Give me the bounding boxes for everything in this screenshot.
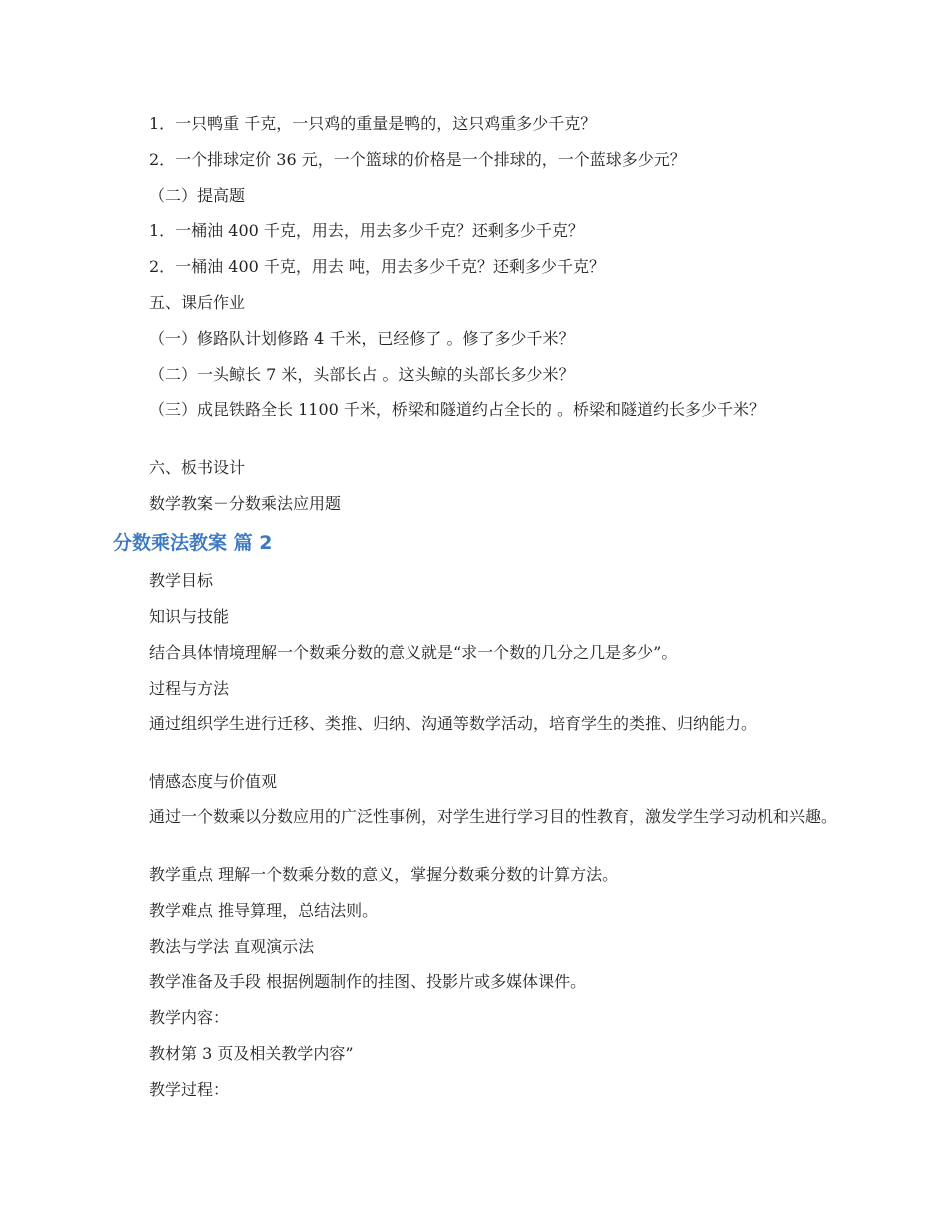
homework-title: 五、课后作业 (149, 293, 246, 312)
preparation-text: 教学准备及手段 根据例题制作的挂图、投影片或多媒体课件。 (149, 972, 587, 991)
exercise-question-1: 1．一只鸭重 千克，一只鸡的重量是鸭的，这只鸡重多少千克？ (149, 114, 597, 133)
homework-item-2: （二）一头鲸长 7 米，头部长占 。这头鲸的头部长多少米？ (149, 365, 575, 384)
improve-question-1: 1．一桶油 400 千克，用去，用去多少千克？还剩多少千克？ (149, 221, 584, 240)
teaching-goal-title: 教学目标 (149, 571, 214, 590)
emotion-value-text: 通过一个数乘以分数应用的广泛性事例，对学生进行学习目的性教育，激发学生学习动机和兴趣。 (149, 807, 838, 826)
improve-section-title: （二）提高题 (149, 186, 246, 205)
difficulty-text: 教学难点 推导算理，总结法则。 (149, 901, 379, 920)
process-title: 教学过程： (149, 1080, 230, 1099)
content-text: 教材第 3 页及相关教学内容” (149, 1044, 354, 1063)
process-method-text: 通过组织学生进行迁移、类推、归纳、沟通等数学活动，培育学生的类推、归纳能力。 (149, 714, 758, 733)
improve-question-2: 2．一桶油 400 千克，用去 吨，用去多少千克？还剩多少千克？ (149, 257, 605, 276)
homework-item-3: （三）成昆铁路全长 1100 千米，桥梁和隧道约占全长的 。桥梁和隧道约长多少千米？ (149, 400, 765, 419)
knowledge-skill-text: 结合具体情境理解一个数乘分数的意义就是“求一个数的几分之几是多少”。 (149, 643, 678, 662)
process-method-title: 过程与方法 (149, 679, 230, 698)
exercise-question-2: 2．一个排球定价 36 元，一个篮球的价格是一个排球的，一个蓝球多少元？ (149, 150, 686, 169)
board-design-content: 数学教案－分数乘法应用题 (149, 494, 342, 513)
emotion-value-title: 情感态度与价值观 (149, 772, 278, 791)
knowledge-skill-title: 知识与技能 (149, 607, 230, 626)
board-design-title: 六、板书设计 (149, 458, 246, 477)
homework-item-1: （一）修路队计划修路 4 千米，已经修了 。修了多少千米？ (149, 329, 575, 348)
section-heading: 分数乘法教案 篇 2 (113, 532, 273, 554)
key-point-text: 教学重点 理解一个数乘分数的意义，掌握分数乘分数的计算方法。 (149, 865, 619, 884)
method-text: 教法与学法 直观演示法 (149, 937, 315, 956)
content-title: 教学内容： (149, 1008, 230, 1027)
